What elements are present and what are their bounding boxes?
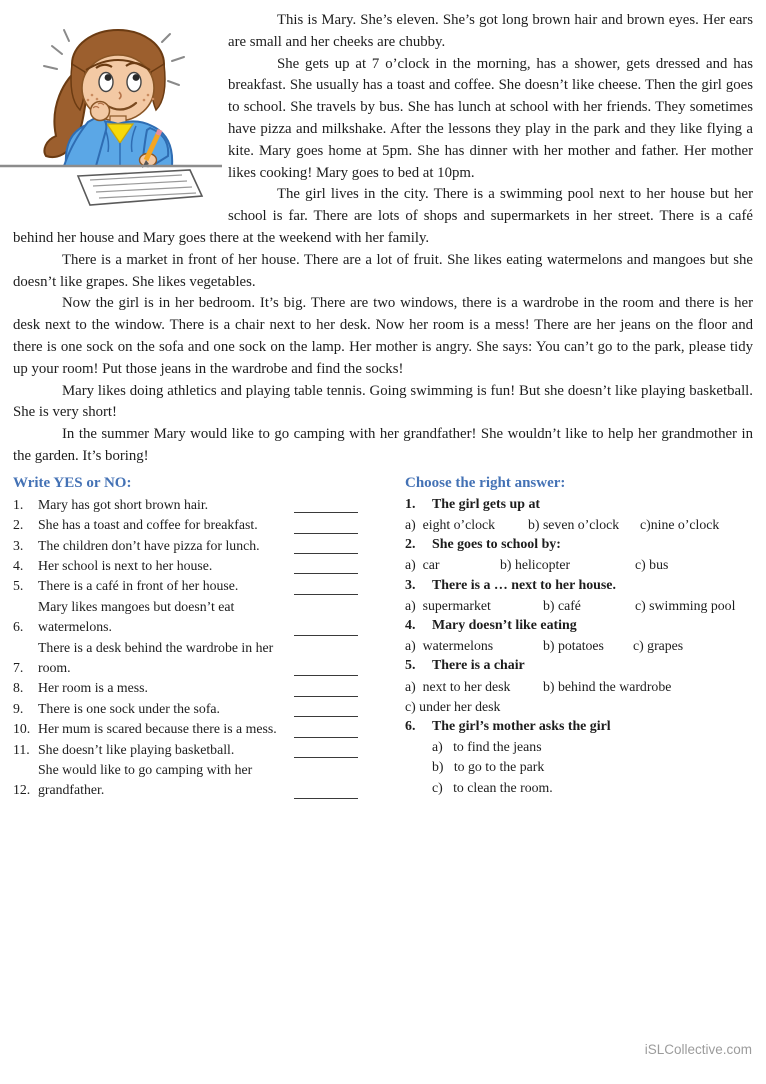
- item-text: Mary has got short brown hair.: [38, 496, 209, 512]
- passage-paragraph-1: This is Mary. She’s eleven. She’s got long brown hair and brown eyes. Her ears are small and her cheeks are chubby.: [228, 12, 753, 50]
- answer-blank[interactable]: [294, 681, 358, 697]
- option-a[interactable]: a) next to her desk: [405, 678, 511, 694]
- item-text: There is a desk behind the wardrobe in her room.: [38, 639, 274, 675]
- passage-paragraph-2: She gets up at 7 o’clock in the morning, has a shower, gets dressed and has breakfast. She usually has a toast and coffee. She doesn’t like cheese. Then the girl goes to school. She travels by bus. She has lunch at school with her friends. They sometimes have pizza and milkshake. After the lessons they play in the park and they like flying a kite. Mary goes home at 5pm. She has dinner with her mother and father. Her mother likes cooking! Mary goes to bed at 10pm.: [228, 55, 753, 181]
- yesno-title: Write YES or NO:: [13, 474, 132, 491]
- question-number: 4.: [405, 617, 416, 633]
- item-number: 3.: [13, 537, 24, 553]
- cartoon-girl-illustration: [0, 8, 222, 206]
- question-text: The girl gets up at: [432, 496, 541, 512]
- yesno-item-1: [13, 495, 358, 515]
- item-number: 5.: [13, 578, 24, 594]
- mcq-question-4: [405, 616, 753, 656]
- option-b[interactable]: b) potatoes: [543, 638, 604, 654]
- question-number: 5.: [405, 658, 416, 674]
- item-number: 9.: [13, 700, 24, 716]
- yesno-exercise: [13, 473, 358, 801]
- mcq-question-3: [405, 576, 753, 616]
- yesno-item-7: [13, 638, 358, 679]
- item-text: She doesn’t like playing basketball.: [38, 741, 235, 757]
- item-number: 2.: [13, 517, 24, 533]
- yesno-item-4: [13, 556, 358, 576]
- item-text: There is one sock under the sofa.: [38, 700, 220, 716]
- item-text: The children don’t have pizza for lunch.: [38, 537, 260, 553]
- yesno-item-5: [13, 576, 358, 596]
- girl-writing-icon: [0, 8, 222, 206]
- question-number: 3.: [405, 577, 416, 593]
- yesno-item-12: [13, 760, 358, 801]
- passage-paragraph-7: In the summer Mary would like to go camping with her grandfather! She wouldn’t like to help her grandmother in the garden. It’s boring!: [13, 426, 753, 464]
- question-number: 2.: [405, 537, 416, 553]
- passage-paragraph-3: The girl lives in the city. There is a swimming pool next to her house but her school is far. There are lots of shops and supermarkets in her street. There is a café behind her house and Mary goes there at the weekend with her family.: [13, 186, 753, 246]
- item-number: 10.: [13, 721, 31, 737]
- mcq-question-5: [405, 656, 753, 717]
- item-number: 7.: [13, 659, 24, 675]
- item-number: 1.: [13, 496, 24, 512]
- answer-blank[interactable]: [294, 497, 358, 513]
- question-number: 6.: [405, 718, 416, 734]
- option-a[interactable]: a) car: [405, 557, 440, 573]
- mcq-question-2: [405, 535, 753, 575]
- passage-paragraph-4: There is a market in front of her house. There are a lot of fruit. She likes eating watermelons and mangoes but she doesn’t like grapes. She likes vegetables.: [13, 251, 753, 290]
- item-text: She would like to go camping with her grandfather.: [38, 762, 253, 798]
- option-b[interactable]: b) to go to the park: [432, 759, 545, 775]
- question-text: There is a chair: [432, 658, 525, 674]
- yesno-item-8: [13, 678, 358, 698]
- option-b[interactable]: b) café: [543, 597, 581, 613]
- islcollective-watermark: iSLCollective.com: [644, 1042, 752, 1057]
- item-text: Her mum is scared because there is a mess.: [38, 721, 277, 737]
- option-a[interactable]: a) supermarket: [405, 597, 491, 613]
- answer-blank[interactable]: [294, 558, 358, 574]
- item-text: There is a café in front of her house.: [38, 578, 239, 594]
- mcq-question-1: [405, 495, 753, 535]
- answer-blank[interactable]: [294, 518, 358, 534]
- yesno-item-10: [13, 719, 358, 739]
- answer-blank[interactable]: [294, 742, 358, 758]
- item-text: Her room is a mess.: [38, 680, 148, 696]
- option-b[interactable]: b) helicopter: [500, 557, 571, 573]
- question-text: Mary doesn’t like eating: [432, 617, 577, 633]
- option-c[interactable]: c) bus: [635, 557, 669, 573]
- exercises-section: [13, 473, 753, 801]
- option-a[interactable]: a) to find the jeans: [432, 739, 542, 755]
- option-b[interactable]: b) behind the wardrobe: [543, 678, 672, 694]
- mcq-exercise: [405, 473, 753, 801]
- answer-blank[interactable]: [294, 620, 358, 636]
- answer-blank[interactable]: [294, 538, 358, 554]
- item-number: 8.: [13, 680, 24, 696]
- yesno-item-9: [13, 699, 358, 719]
- option-a[interactable]: a) eight o’clock: [405, 516, 496, 532]
- mcq-question-6: [405, 717, 753, 798]
- passage-paragraph-5: Now the girl is in her bedroom. It’s big. There are two windows, there is a wardrobe in the room and there is her desk next to the window. There is a chair next to her desk. Now her room is a mess! There are her jeans on the floor and there is one sock on the sofa and one sock on the lamp. Her mother is angry. She says: You can’t go to the park, please tidy up your room! Put those jeans in the wardrobe and find the socks!: [13, 295, 753, 377]
- option-c[interactable]: c) to clean the room.: [432, 779, 553, 795]
- question-number: 1.: [405, 496, 416, 512]
- answer-blank[interactable]: [294, 701, 358, 717]
- answer-blank[interactable]: [294, 722, 358, 738]
- question-text: She goes to school by:: [432, 537, 561, 553]
- item-text: Mary likes mangoes but doesn’t eat watermelons.: [38, 598, 235, 635]
- item-text: Her school is next to her house.: [38, 557, 213, 573]
- option-b[interactable]: b) seven o’clock: [528, 516, 620, 532]
- option-a[interactable]: a) watermelons: [405, 638, 494, 654]
- fist-under-chin: [91, 102, 110, 121]
- passage-paragraph-6: Mary likes doing athletics and playing table tennis. Going swimming is fun! But she doesn’t like playing basketball. She is very short!: [13, 382, 753, 421]
- answer-blank[interactable]: [294, 660, 358, 676]
- yesno-item-6: [13, 597, 358, 638]
- yesno-item-11: [13, 740, 358, 760]
- item-number: 6.: [13, 619, 24, 635]
- item-number: 4.: [13, 557, 24, 573]
- item-number: 12.: [13, 782, 31, 798]
- option-c[interactable]: c) under her desk: [405, 698, 501, 714]
- option-c[interactable]: c)nine o’clock: [640, 516, 720, 532]
- answer-blank[interactable]: [294, 783, 358, 799]
- option-c[interactable]: c) swimming pool: [635, 597, 736, 613]
- yesno-item-3: [13, 536, 358, 556]
- answer-blank[interactable]: [294, 579, 358, 595]
- option-c[interactable]: c) grapes: [633, 638, 684, 654]
- mcq-title: Choose the right answer:: [405, 474, 566, 491]
- yesno-item-2: [13, 515, 358, 535]
- item-text: She has a toast and coffee for breakfast.: [38, 517, 258, 533]
- question-text: There is a … next to her house.: [432, 577, 616, 593]
- question-text: The girl’s mother asks the girl: [432, 718, 611, 734]
- item-number: 11.: [13, 741, 30, 757]
